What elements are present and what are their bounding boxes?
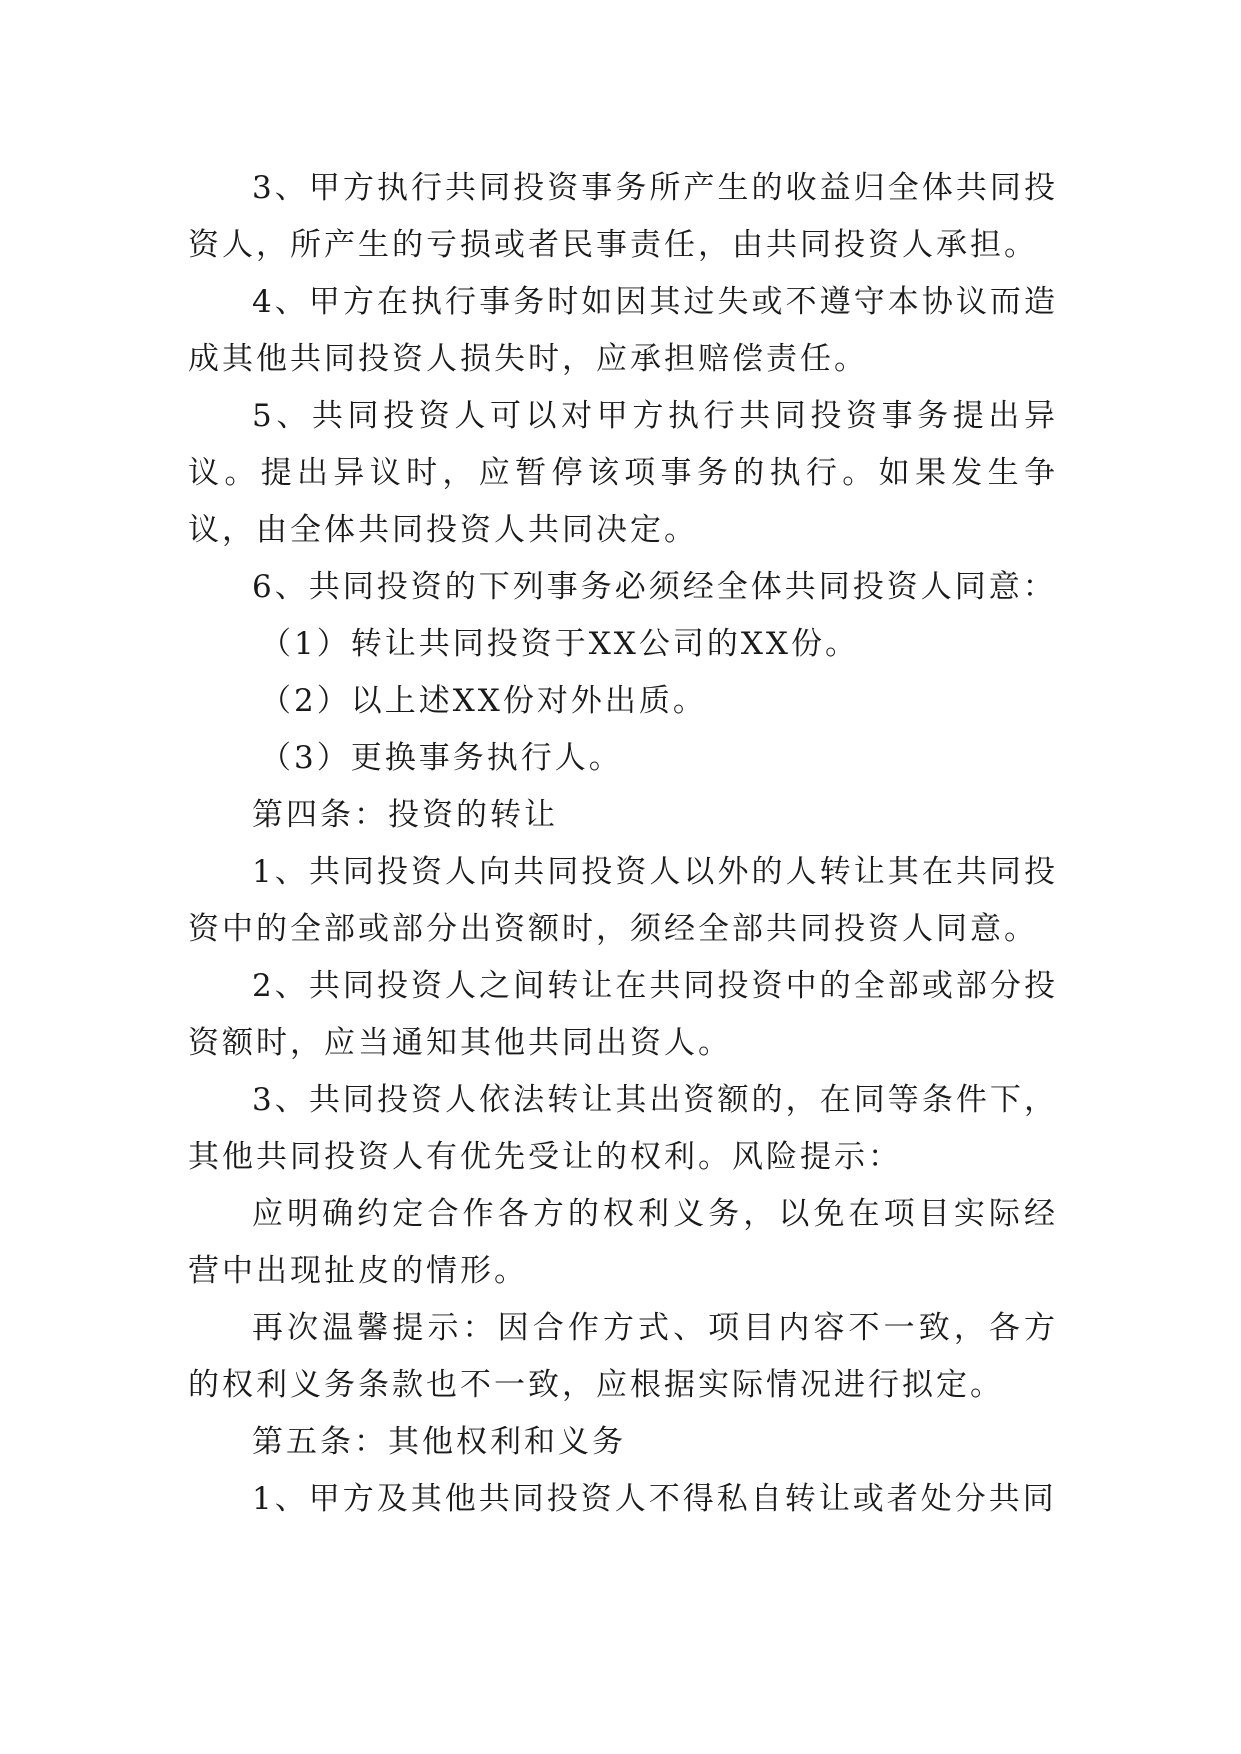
paragraph-risk-note: 应明确约定合作各方的权利义务，以免在项目实际经营中出现扯皮的情形。 bbox=[188, 1196, 1058, 1289]
paragraph-reminder: 再次温馨提示：因合作方式、项目内容不一致，各方的权利义务条款也不一致，应根据实际情况进行拟定。 bbox=[188, 1310, 1058, 1403]
paragraph-article-5-clause-1: 1、甲方及其他共同投资人不得私自转让或者处分共同 bbox=[252, 1481, 1057, 1517]
paragraph-clause-5-objection: 5、共同投资人可以对甲方执行共同投资事务提出异议。提出异议时，应暂停该项事务的执行。如果发生争议，由全体共同投资人共同决定。 bbox=[188, 398, 1058, 548]
paragraph-clause-4-liability: 4、甲方在执行事务时如因其过失或不遵守本协议而造成其他共同投资人损失时，应承担赔偿责任。 bbox=[188, 284, 1058, 377]
paragraph-clause-3-profit-loss: 3、甲方执行共同投资事务所产生的收益归全体共同投资人，所产生的亏损或者民事责任，由共同投资人承担。 bbox=[188, 170, 1058, 263]
list-item-replace-executor: （3）更换事务执行人。 bbox=[260, 740, 623, 776]
paragraph-clause-6-consent: 6、共同投资的下列事务必须经全体共同投资人同意： bbox=[252, 569, 1057, 605]
paragraph-article-4-clause-1: 1、共同投资人向共同投资人以外的人转让其在共同投资中的全部或部分出资额时，须经全部共同投资人同意。 bbox=[188, 854, 1058, 947]
section-heading-article-4: 第四条：投资的转让 bbox=[252, 797, 558, 833]
paragraph-article-4-clause-3: 3、共同投资人依法转让其出资额的，在同等条件下，其他共同投资人有优先受让的权利。风险提示： bbox=[188, 1082, 1058, 1175]
list-item-transfer: （1）转让共同投资于XX公司的XX份。 bbox=[260, 626, 859, 662]
section-heading-article-5: 第五条：其他权利和义务 bbox=[252, 1424, 626, 1460]
list-item-pledge: （2）以上述XX份对外出质。 bbox=[260, 683, 707, 719]
document-body bbox=[188, 160, 1058, 1528]
paragraph-article-4-clause-2: 2、共同投资人之间转让在共同投资中的全部或部分投资额时，应当通知其他共同出资人。 bbox=[188, 968, 1058, 1061]
